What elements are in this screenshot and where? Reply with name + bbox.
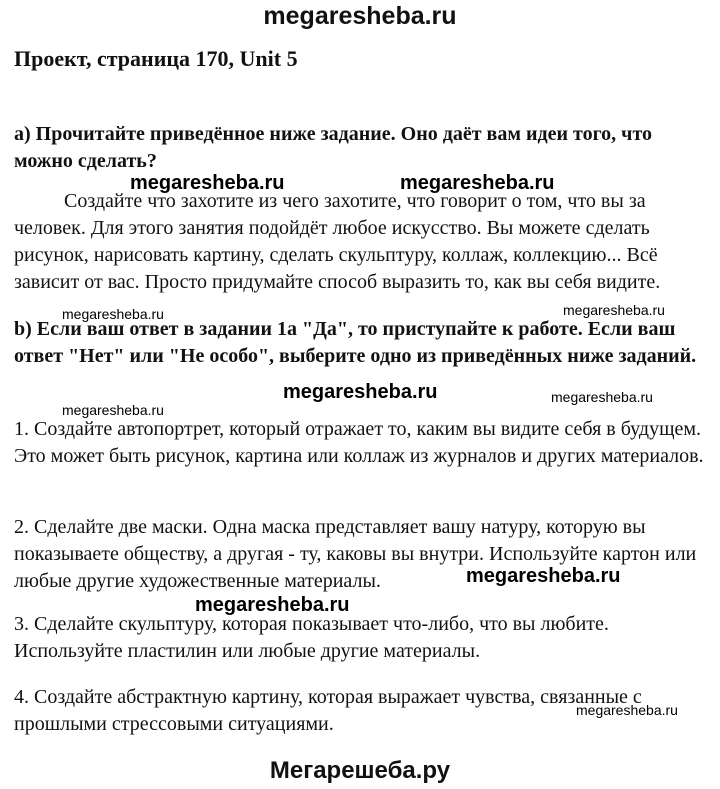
section-a-body: Создайте что захотите из чего захотите, что говорит о том, что вы за человек. Для этого занятия подойдёт любое искусство. Вы можете сделать рисунок, нарисовать картину, сделать скульптуру, коллаж, коллекцию... Всё зависит от вас. Просто придумайте способ выразить то, как вы себя видите. — [14, 190, 661, 293]
watermark: megaresheba.ru — [563, 302, 665, 318]
watermark: megaresheba.ru — [400, 172, 555, 194]
task-item-1: 1. Создайте автопортрет, который отражает то, каким вы видите себя в будущем. Это может быть рисунок, картина или коллаж из журналов и других материалов. — [14, 418, 704, 467]
watermark: megaresheba.ru — [283, 381, 438, 403]
task-item-3: 3. Сделайте скульптуру, которая показывает что-либо, что вы любите. Используйте пластилин или любые другие материалы. — [14, 613, 609, 662]
section-b-heading: b) Если ваш ответ в задании 1а "Да", то приступайте к работе. Если ваш ответ "Нет" или "Не особо", выберите одно из приведённых ниже заданий. — [14, 318, 697, 367]
watermark: megaresheba.ru — [576, 702, 678, 718]
watermark: megaresheba.ru — [62, 306, 164, 322]
task-item-2: 2. Сделайте две маски. Одна маска представляет вашу натуру, которую вы показываете обществу, а другая - ту, каковы вы внутри. Используйте картон или любые другие художественные материалы. — [14, 516, 697, 592]
watermark: megaresheba.ru — [130, 172, 285, 194]
watermark: megaresheba.ru — [466, 565, 621, 587]
site-footer: Мегарешеба.ру — [269, 757, 451, 784]
section-a-heading: а) Прочитайте приведённое ниже задание. Оно даёт вам идеи того, что можно сделать? — [14, 123, 653, 172]
watermark: megaresheba.ru — [551, 389, 653, 405]
site-header: megaresheba.ru — [263, 2, 457, 30]
watermark: megaresheba.ru — [195, 594, 350, 616]
watermark: megaresheba.ru — [62, 402, 164, 418]
task-item-4: 4. Создайте абстрактную картину, которая выражает чувства, связанные с прошлыми стрессовыми ситуациями. — [14, 686, 642, 735]
page-title: Проект, страница 170, Unit 5 — [14, 46, 298, 71]
